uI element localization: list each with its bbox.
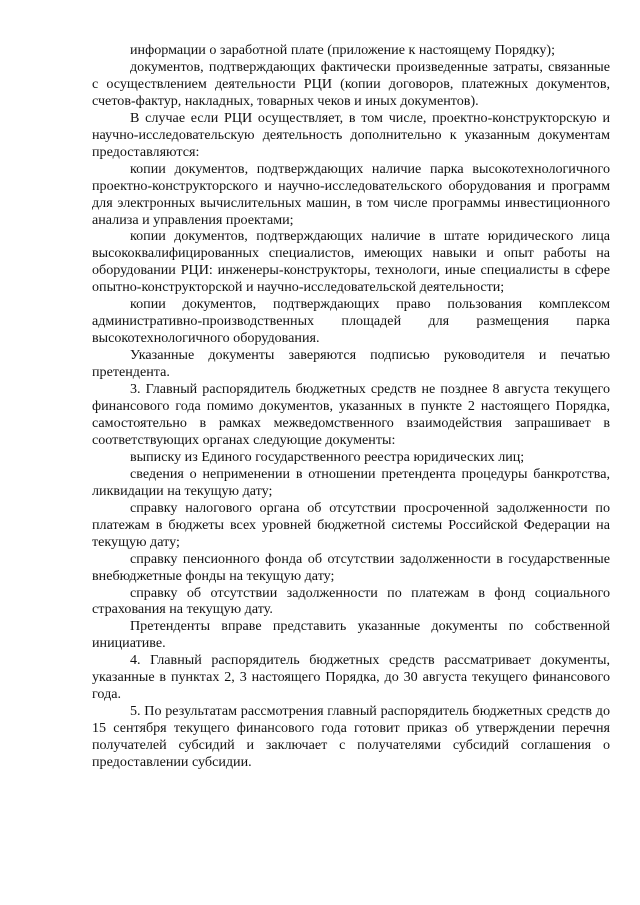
paragraph-registry-extract: выписку из Единого государственного реестра юридических лиц; bbox=[130, 448, 525, 465]
paragraph-equipment-copies: копии документов, подтверждающих наличие парка высокотехнологичного проектно-конструкторского и научно-исследовательского оборудования и программ для электронных вычислительных машин, в том числе программы инвестиционного анализа и управления проектами; bbox=[92, 160, 610, 228]
document-body bbox=[92, 42, 610, 771]
paragraph-research-activity: В случае если РЦИ осуществляет, в том числе, проектно-конструкторскую и научно-исследовательскую деятельность дополнительно к указанным документам предоставляются: bbox=[92, 109, 610, 160]
paragraph-social-insurance-certificate: справку об отсутствии задолженности по платежам в фонд социального страхования на текущую дату. bbox=[92, 584, 610, 618]
paragraph-bankruptcy-info: сведения о неприменении в отношении претендента процедуры банкротства, ликвидации на текущую дату; bbox=[92, 465, 610, 499]
paragraph-salary-info: информации о заработной плате (приложение к настоящему Порядку); bbox=[130, 42, 555, 58]
paragraph-expense-documents: документов, подтверждающих фактически произведенные затраты, связанные с осуществлением деятельности РЦИ (копии договоров, платежных документов, счетов-фактур, накладных, товарных чеков и иных документов). bbox=[92, 58, 610, 109]
paragraph-certification: Указанные документы заверяются подписью руководителя и печатью претендента. bbox=[92, 347, 610, 381]
paragraph-point-3: 3. Главный распорядитель бюджетных средств не позднее 8 августа текущего финансового года помимо документов, указанных в пункте 2 настоящего Порядка, самостоятельно в рамках межведомственного взаимодействия запрашивает в соответствующих органах следующие документы: bbox=[92, 381, 610, 448]
paragraph-tax-certificate: справку налогового органа об отсутствии просроченной задолженности по платежам в бюджеты всех уровней бюджетной системы Российской Федерации на текущую дату; bbox=[92, 499, 610, 550]
paragraph-own-initiative: Претенденты вправе представить указанные документы по собственной инициативе. bbox=[92, 618, 610, 652]
paragraph-premises-copies: копии документов, подтверждающих право пользования комплексом административно-производственных площадей для размещения парка высокотехнологичного оборудования. bbox=[92, 296, 610, 347]
paragraph-pension-certificate: справку пенсионного фонда об отсутствии задолженности в государственные внебюджетные фонды на текущую дату; bbox=[92, 550, 610, 584]
paragraph-specialists-copies: копии документов, подтверждающих наличие в штате юридического лица высококвалифицированных специалистов, имеющих навыки и опыт работы на оборудовании РЦИ: инженеры-конструкторы, технологи, иные специалисты в сфере опытно-конструкторской и научно-исследовательской деятельности; bbox=[92, 228, 610, 296]
paragraph-point-4: 4. Главный распорядитель бюджетных средств рассматривает документы, указанные в пунктах 2, 3 настоящего Порядка, до 30 августа текущего финансового года. bbox=[92, 652, 610, 703]
paragraph-point-5: 5. По результатам рассмотрения главный распорядитель бюджетных средств до 15 сентября текущего финансового года готовит приказ об утверждении перечня получателей субсидий и заключает с получателями субсидий соглашения о предоставлении субсидии. bbox=[92, 703, 610, 771]
